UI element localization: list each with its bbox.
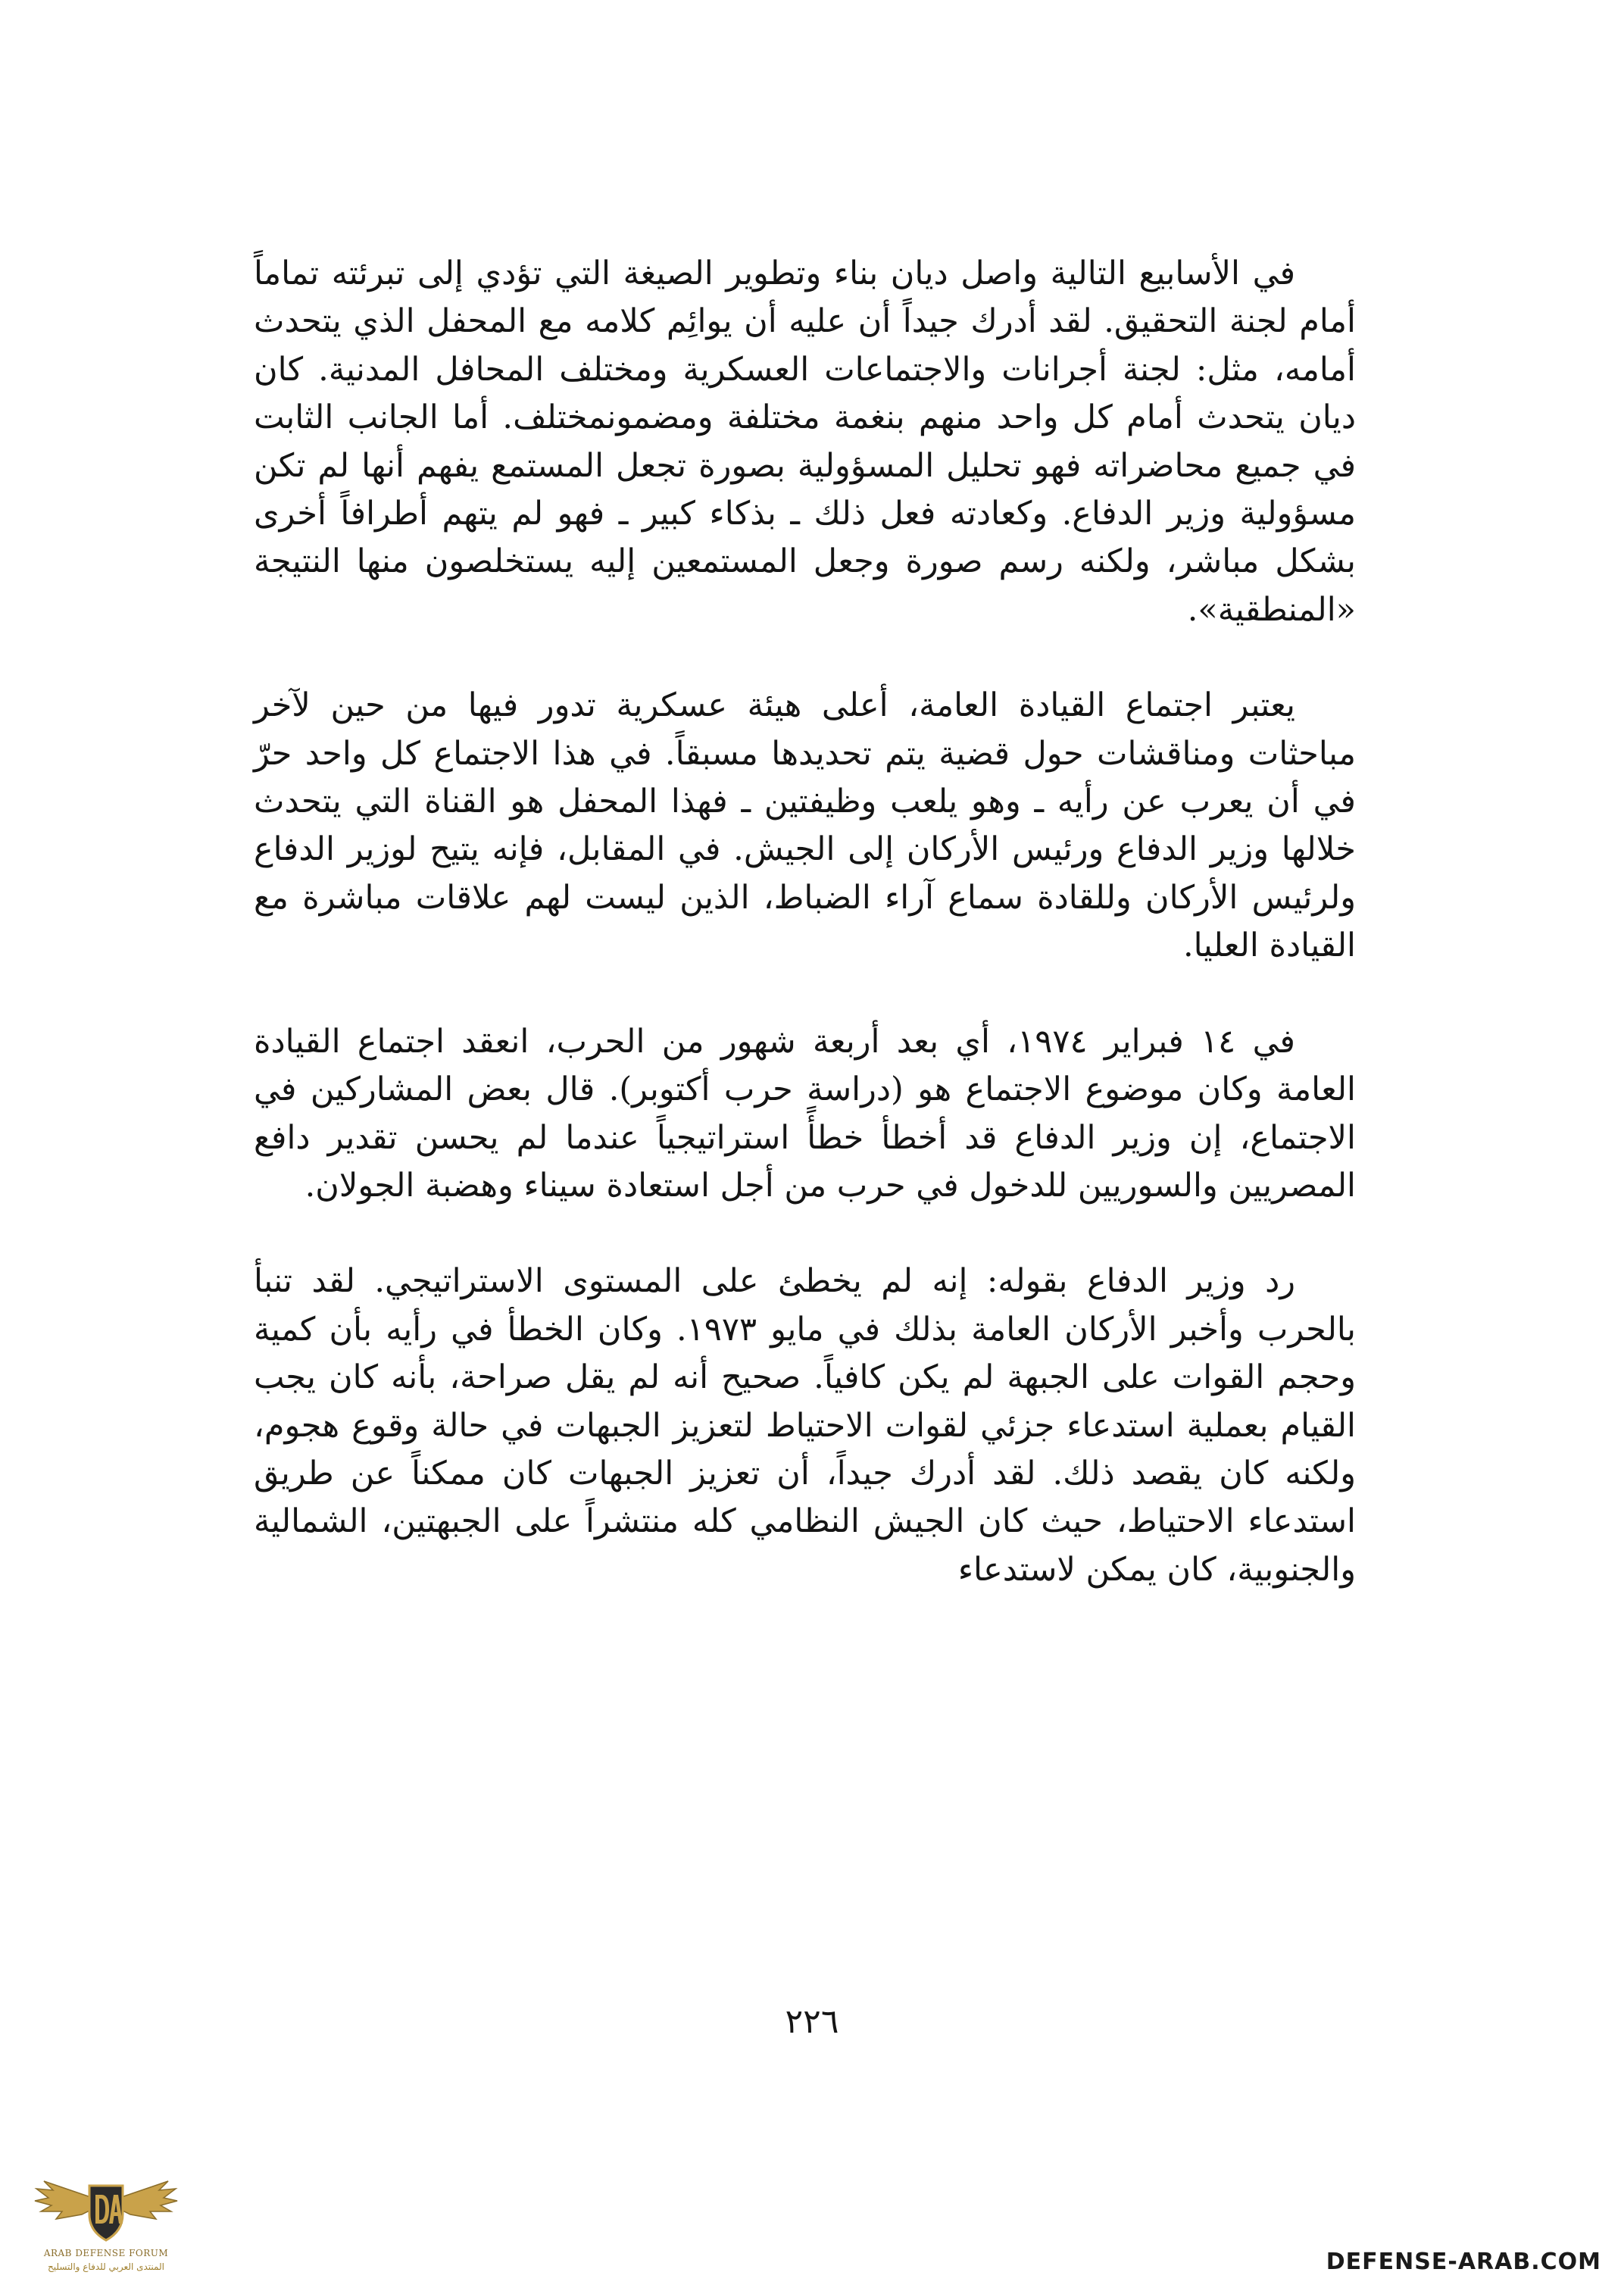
arab-defense-forum-logo [30, 2155, 182, 2284]
paragraph-3: في ١٤ فبراير ١٩٧٤، أي بعد أربعة شهور من الحرب، انعقد اجتماع القيادة العامة وكان موضوع الاجتماع هو (دراسة حرب أكتوبر). قال بعض المشاركين في الاجتماع، إن وزير الدفاع قد أخطأ خطأً استراتيجياً عندما لم يحسن تقدير دافع المصريين والسوريين للدخول في حرب من أجل استعادة سيناء وهضبة الجولان. [254, 1022, 1356, 1205]
page-body-text [254, 250, 1356, 1594]
page-number: ٢٢٦ [785, 2002, 839, 2041]
paragraph-1: في الأسابيع التالية واصل ديان بناء وتطوير الصيغة التي تؤدي إلى تبرئته تماماً أمام لجنة التحقيق. لقد أدرك جيداً أن عليه أن يوائِم كلامه مع المحفل الذي يتحدث أمامه، مثل: لجنة أجرانات والاجتماعات العسكرية ومختلف المحافل المدنية. كان ديان يتحدث أمام كل واحد منهم بنغمة مختلفة ومضمونمختلف. أما الجانب الثابت في جميع محاضراته فهو تحليل المسؤولية بصورة تجعل المستمع يفهم أنها لم تكن مسؤولية وزير الدفاع. وكعادته فعل ذلك ـ بذكاء كبير ـ فهو لم يتهم أطرافاً أخرى بشكل مباشر، ولكنه رسم صورة وجعل المستمعين إليه يستخلصون منها النتيجة «المنطقية». [254, 255, 1356, 629]
paragraph-4: رد وزير الدفاع بقوله: إنه لم يخطئ على المستوى الاستراتيجي. لقد تنبأ بالحرب وأخبر الأركان العامة بذلك في مايو ١٩٧٣. وكان الخطأ في رأيه بأن كمية وحجم القوات على الجبهة لم يكن كافياً. صحيح أنه لم يقل صراحة، بأنه كان يجب القيام بعملية استدعاء جزئي لقوات الاحتياط لتعزيز الجبهات في حالة وقوع هجوم، ولكنه كان يقصد ذلك. لقد أدرك جيداً، أن تعزيز الجبهات كان ممكناً عن طريق استدعاء الاحتياط، حيث كان الجيش النظامي كله منتشراً على الجبهتين، الشمالية والجنوبية، كان يمكن لاستدعاء [254, 1262, 1357, 1589]
paragraph-2: يعتبر اجتماع القيادة العامة، أعلى هيئة عسكرية تدور فيها من حين لآخر مباحثات ومناقشات حول قضية يتم تحديدها مسبقاً. في هذا الاجتماع كل واحد حرّ في أن يعرب عن رأيه ـ وهو يلعب وظيفتين ـ فهذا المحفل هو القناة التي يتحدث خلالها وزير الدفاع ورئيس الأركان إلى الجيش. في المقابل، فإنه يتيح لوزير الدفاع ولرئيس الأركان وللقادة سماع آراء الضباط، الذين ليست لهم علاقات مباشرة مع القيادة العليا. [254, 686, 1356, 965]
logo-title: ARAB DEFENSE FORUM [43, 2248, 169, 2258]
watermark-url: DEFENSE-ARAB.COM [1326, 2249, 1601, 2275]
eagle-wings-icon [30, 2155, 182, 2250]
logo-subtitle: المنتدى العربي للدفاع والتسليح [48, 2261, 164, 2272]
